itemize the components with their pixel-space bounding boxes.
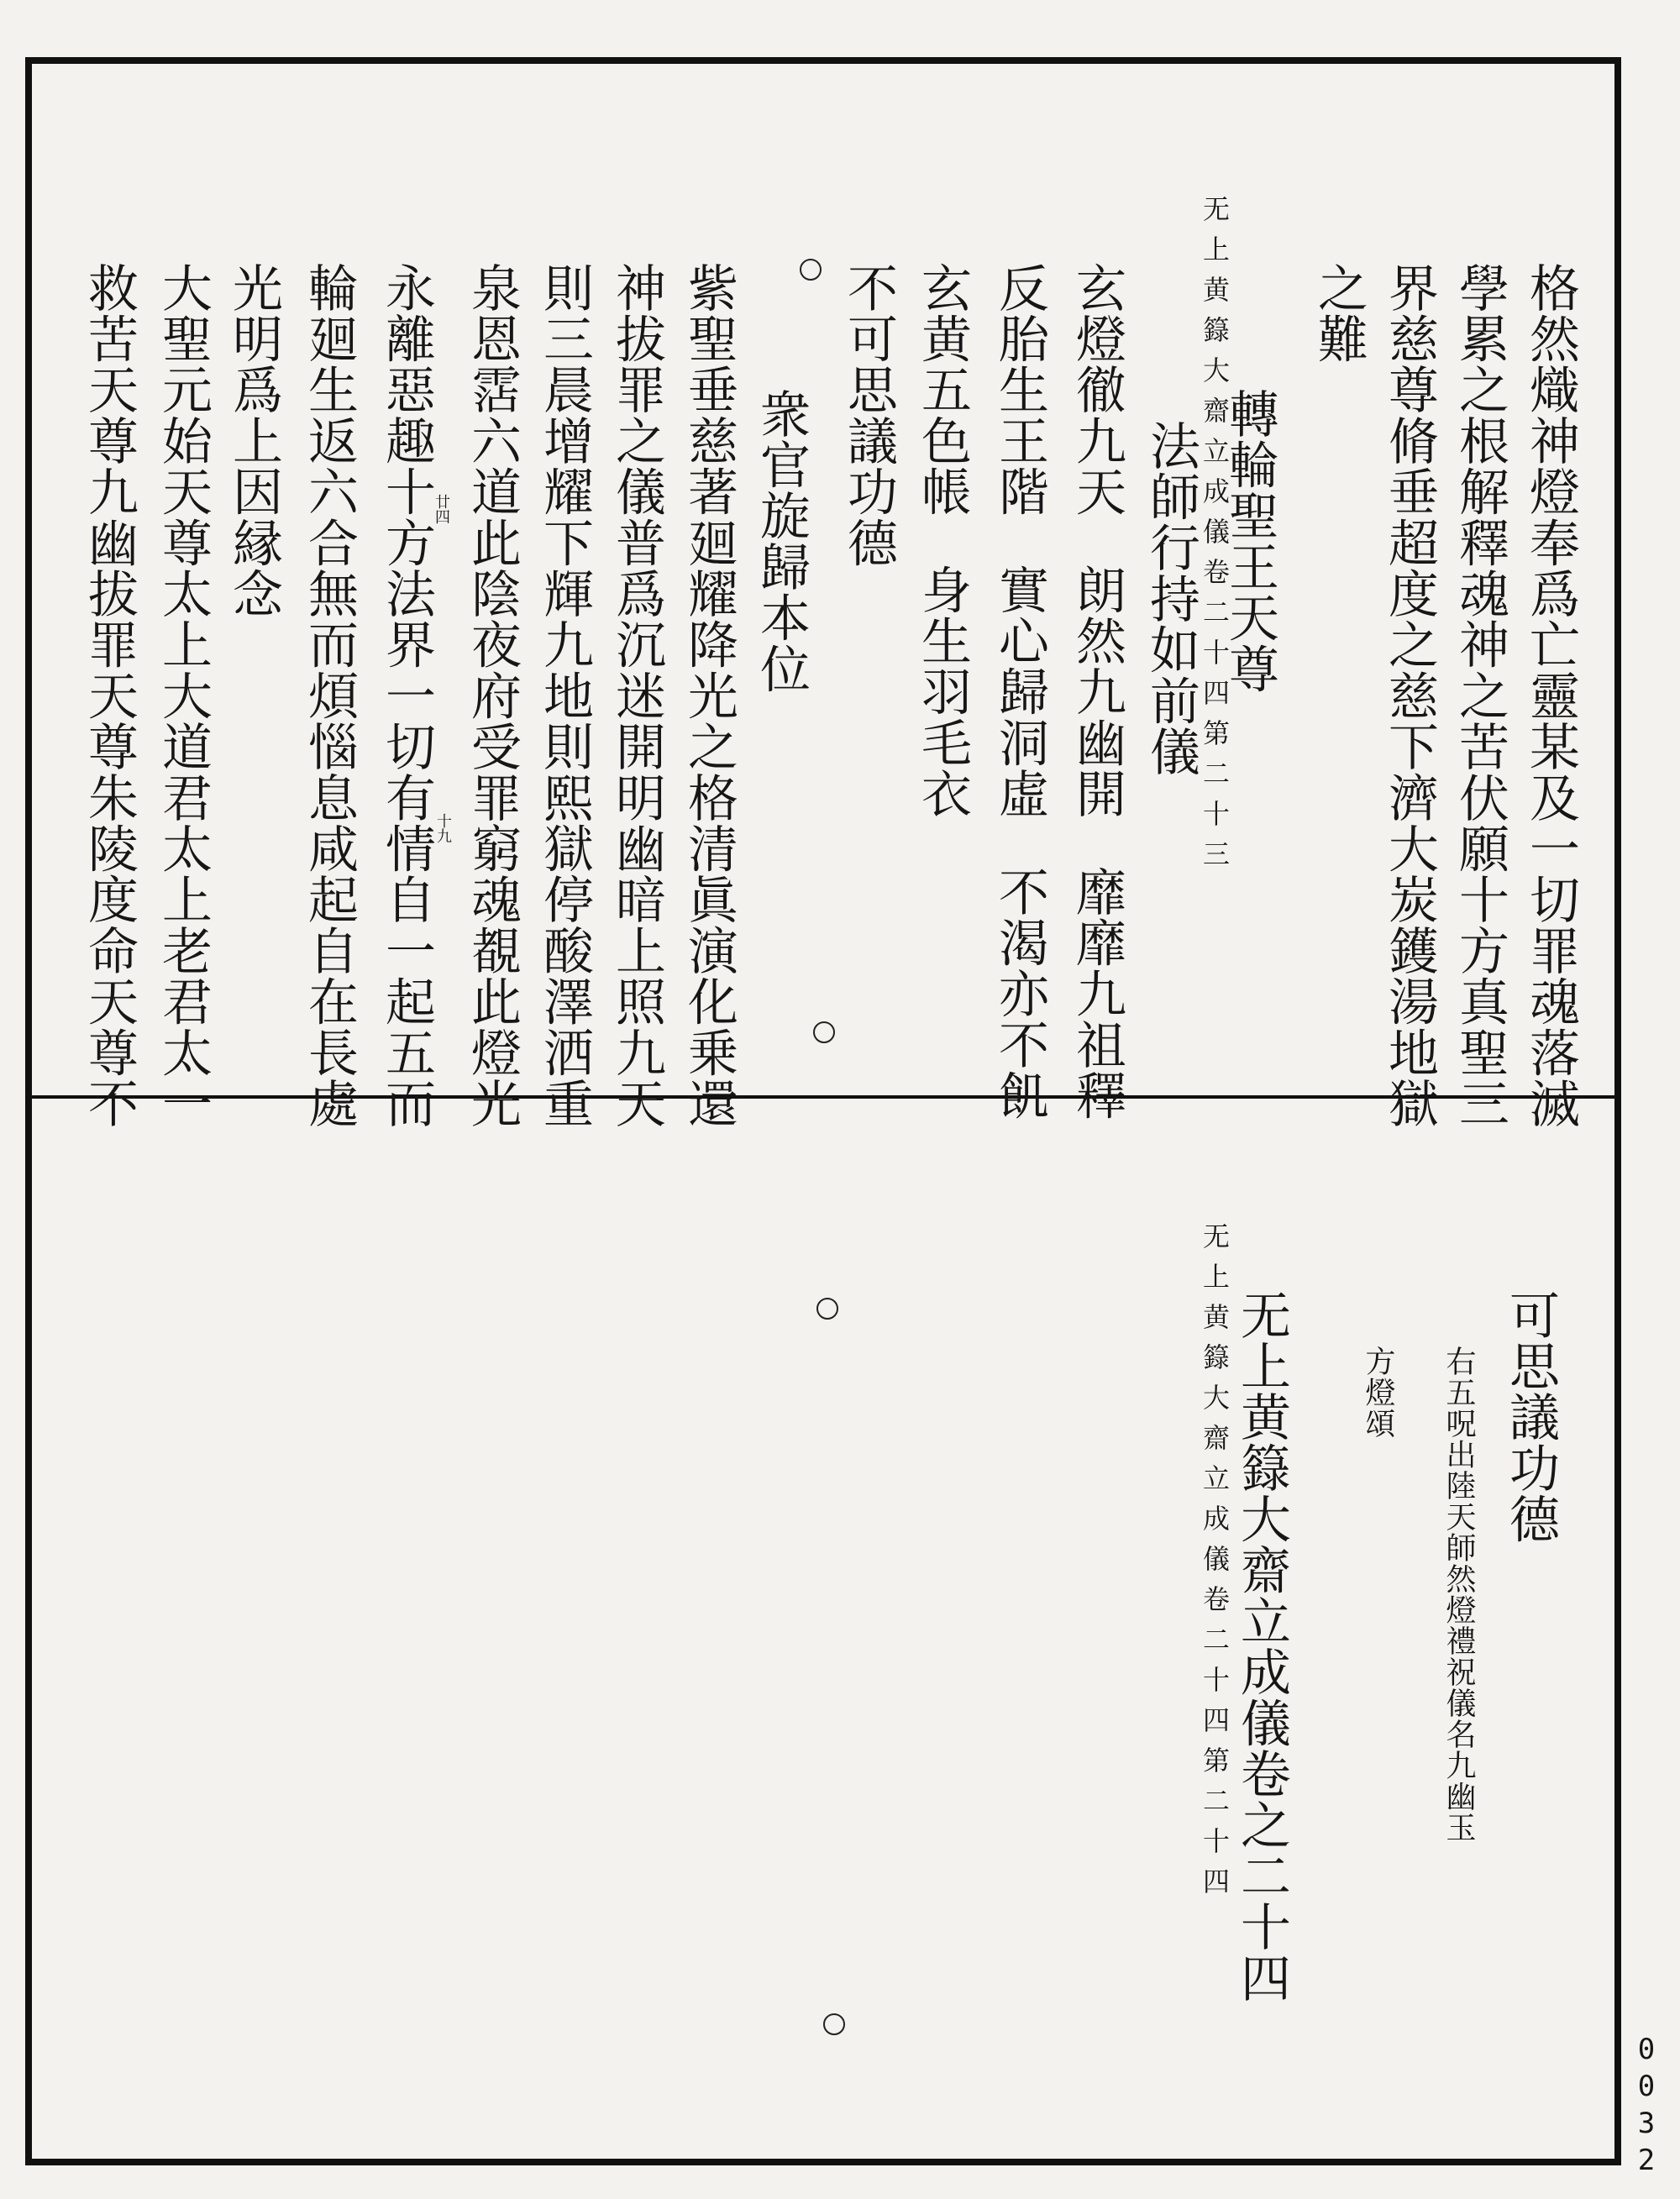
section-circle-4 <box>823 2013 845 2035</box>
instruction-column: 法師行持如前儀 <box>1142 420 1200 777</box>
verse-column-2 <box>990 262 1049 1121</box>
section-circle-1 <box>800 259 822 281</box>
text-column-18: 則三晨增耀下輝九地則熙獄停酸澤洒重 <box>535 262 594 1129</box>
margin-note-2: 十九 <box>434 813 452 843</box>
volume-title-column: 无上黄籙大齋立成儀卷之二十四 <box>1232 1289 1291 2003</box>
text-column-17: 神拔罪之儀普爲沉迷開明幽暗上照九天 <box>607 262 666 1129</box>
deity-title-column: 轉輪聖王天尊 <box>1221 388 1279 695</box>
text-column-22: 光明爲上因縁念 <box>224 262 283 619</box>
page-number: 0032 <box>1630 2033 1663 2181</box>
text-column-4: 之難 <box>1310 262 1368 365</box>
verse-line-1a: 玄燈徹九天 <box>1068 262 1126 517</box>
verse-column-1 <box>1068 262 1126 1121</box>
lower-merit-column: 可思議功德 <box>1501 1289 1560 1545</box>
merit-column: 不可思議功德 <box>839 262 898 569</box>
running-header-top: 无上黄籙大齋立成儀卷二十四第二十三 <box>1199 195 1231 880</box>
text-column-20: 永離惡趣十方法界一切有情自一起五而 <box>377 262 436 1129</box>
verse-line-2b: 實心歸洞虛 <box>990 564 1049 819</box>
verse-line-1b: 朗然九幽開 <box>1068 564 1126 819</box>
return-column: 衆官旋歸本位 <box>752 388 811 695</box>
source-note-column: 右五呪出陸天師然燈禮祝儀名九幽玉 <box>1441 1346 1476 1843</box>
text-column-16: 紫聖垂慈著廻耀降光之格清眞演化乗還 <box>680 262 738 1129</box>
verse-line-2a: 反胎生王階 <box>990 262 1049 517</box>
text-column-19: 泉恩霑六道此陰夜府受罪窮魂覩此燈光 <box>463 262 522 1129</box>
verse-column-3 <box>913 262 972 819</box>
running-header-bottom: 无上黄籙大齋立成儀卷二十四第二十四 <box>1199 1222 1231 1908</box>
text-column-1: 格然熾神燈奉爲亡靈某及一切罪魂落滅 <box>1521 262 1580 1129</box>
section-circle-3 <box>816 1298 838 1320</box>
verse-line-1c: 靡靡九祖釋 <box>1068 866 1126 1121</box>
text-column-2: 學累之根解釋魂神之苦伏願十方真聖三 <box>1451 262 1509 1129</box>
text-column-23: 大聖元始天尊太上大道君太上老君太一 <box>154 262 213 1129</box>
text-column-3: 界慈尊脩垂超度之慈下濟大炭鑊湯地獄 <box>1380 262 1439 1129</box>
text-column-21: 輪廻生返六合無而煩惱息咸起自在長處 <box>300 262 359 1129</box>
text-column-24: 救苦天尊九幽拔罪天尊朱陵度命天尊不 <box>80 262 139 1129</box>
source-note-column-2: 方燈頌 <box>1361 1346 1395 1439</box>
margin-note-1: 廿四 <box>433 494 450 524</box>
verse-line-2c: 不渴亦不飢 <box>990 866 1049 1121</box>
verse-line-3a: 玄黄五色帳 <box>913 262 972 517</box>
section-circle-2 <box>813 1021 835 1043</box>
verse-line-3b: 身生羽毛衣 <box>913 564 972 819</box>
